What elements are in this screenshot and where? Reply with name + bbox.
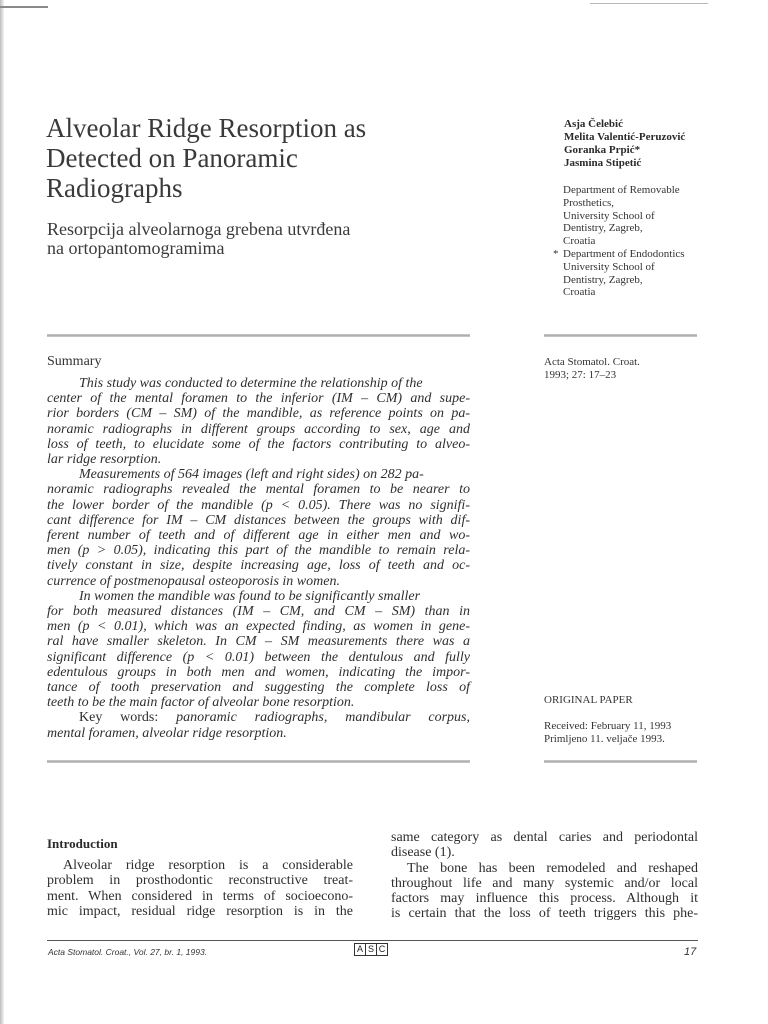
affiliation-line: Croatia (563, 286, 596, 299)
paper-type: ORIGINAL PAPER (544, 694, 633, 706)
subtitle-line: na ortopantomogramima (47, 238, 225, 258)
section-divider (47, 760, 470, 763)
body-line: factors may influence this process. Although it (391, 891, 698, 907)
scan-edge-shadow (0, 0, 4, 1024)
intro-column-right (391, 830, 698, 922)
abstract-line: tively constant in size, despite increasing age, loss of teeth and oc- (47, 558, 470, 574)
journal-ref-line: Acta Stomatol. Croat. (544, 356, 640, 368)
section-divider (544, 760, 697, 763)
affiliation-line: Prosthetics, (563, 196, 615, 209)
submission-dates (544, 720, 671, 745)
author-name: Goranka Prpić* (564, 144, 641, 156)
body-line: Alveolar ridge resorption is a considerable (63, 858, 353, 873)
affiliation-line: Croatia (563, 235, 596, 248)
abstract-line: the lower border of the mandible (p < 0.05). There was no signifi- (47, 497, 470, 513)
abstract-line: cant difference for IM – CM distances between the groups with dif- (47, 512, 470, 528)
date-line: Received: February 11, 1993 (544, 720, 672, 732)
affiliation-marker: * (553, 247, 559, 260)
abstract-line: Measurements of 564 images (left and right sides) on 282 pa- (79, 467, 424, 483)
footer-rule (47, 940, 698, 941)
abstract-line: men (p > 0.05), indicating this part of the mandible to remain rela- (47, 543, 470, 559)
abstract-line: noramic radiographs revealed the mental foramen to be nearer to (47, 482, 470, 498)
body-line: throughout life and many systemic and/or local (391, 875, 698, 891)
journal-reference (544, 356, 640, 381)
abstract-line: men (p < 0.01), which was an expected finding, as women in gene- (47, 619, 470, 635)
abstract-line: center of the mental foramen to the inferior (IM – CM) and supe- (47, 391, 470, 407)
body-line: The bone has been remodeled and reshaped (407, 860, 698, 876)
logo-letter: S (365, 943, 377, 956)
body-line: mic impact, residual ridge resorption is in the (47, 903, 353, 919)
affiliation-line-marked (553, 247, 685, 261)
title-line: Detected on Panoramic (46, 143, 298, 173)
body-line: same category as dental caries and periodontal (391, 830, 698, 845)
abstract-line: edentulous groups in both men and women, indicating the impor- (47, 664, 470, 680)
abstract-line: In women the mandible was found to be significantly smaller (79, 588, 421, 604)
paper-title (46, 113, 466, 203)
abstract-line: loss of teeth, to elucidate some of the factors contributing to alveo- (47, 436, 470, 452)
affiliation-line: University School of (563, 260, 655, 273)
subtitle-line: Resorpcija alveolarnoga grebena utvrđena (47, 219, 351, 239)
author-name: Jasmina Stipetić (564, 157, 642, 169)
footer-journal: Acta Stomatol. Croat., Vol. 27, br. 1, 1993. (48, 947, 208, 957)
date-line: Primljeno 11. veljače 1993. (544, 732, 665, 745)
abstract-line: significant difference (p < 0.01) between the dentulous and fully (47, 649, 470, 665)
abstract-line: This study was conducted to determine the relationship of the (79, 376, 423, 391)
abstract-text (47, 376, 470, 741)
introduction-heading: Introduction (47, 836, 118, 851)
author-name: Melita Valentić-Peruzović (564, 131, 686, 143)
body-line: is certain that the loss of teeth triggers this phe- (391, 906, 698, 922)
affiliation-line: University School of (563, 209, 655, 222)
keywords-label: Key words: (79, 710, 159, 726)
abstract-line: noramic radiographs in different groups according to sex, age and (47, 421, 470, 437)
abstract-line: rior borders (CM – SM) of the mandible, as reference points on pa- (47, 406, 470, 422)
scan-top-mark (590, 3, 708, 4)
title-line: Radiographs (46, 173, 183, 203)
abstract-line: teeth to be the main factor of alveolar bone resorption. (47, 695, 355, 711)
abstract-line: tance of tooth preservation and suggesting the complete loss of (47, 680, 470, 696)
asc-logo (354, 943, 387, 956)
summary-heading: Summary (47, 354, 102, 369)
page-number: 17 (684, 946, 697, 958)
affiliation-line: Department of Removable (563, 184, 680, 196)
abstract-line: lar ridge resorption. (47, 452, 162, 468)
section-divider (544, 334, 697, 337)
journal-ref-line: 1993; 27: 17–23 (544, 368, 617, 381)
body-line: disease (1). (391, 845, 455, 861)
keywords-line (47, 710, 470, 725)
logo-letter: C (376, 943, 388, 956)
body-line: ment. When considered in terms of socioecono- (47, 888, 353, 904)
author-list (564, 118, 685, 170)
abstract-line: currence of postmenopausal osteoporosis in women. (47, 573, 340, 589)
intro-column-left (47, 858, 353, 919)
affiliation-line: Dentistry, Zagreb, (563, 222, 643, 235)
affiliation-line: Department of Endodontics (563, 247, 685, 260)
section-divider (47, 334, 470, 337)
abstract-line: ferent number of teeth and of different age in either men and wo- (47, 528, 470, 544)
affiliation-line: Dentistry, Zagreb, (563, 273, 643, 286)
abstract-line: for both measured distances (IM – CM, and CM – SM) than in (47, 604, 470, 620)
title-line: Alveolar Ridge Resorption as (46, 113, 367, 143)
logo-letter: A (354, 943, 366, 956)
abstract-line: ral have smaller skeleton. In CM – SM measurements there was a (47, 634, 470, 650)
body-line: problem in prosthodontic reconstructive treat- (47, 873, 353, 889)
scan-corner-mark (0, 6, 48, 8)
keywords-line: mental foramen, alveolar ridge resorption. (47, 725, 287, 741)
keywords-text: panoramic radiographs, mandibular corpus, (176, 710, 470, 726)
author-name: Asja Čelebić (564, 118, 623, 130)
affiliations (553, 184, 685, 299)
paper-subtitle (47, 220, 487, 258)
